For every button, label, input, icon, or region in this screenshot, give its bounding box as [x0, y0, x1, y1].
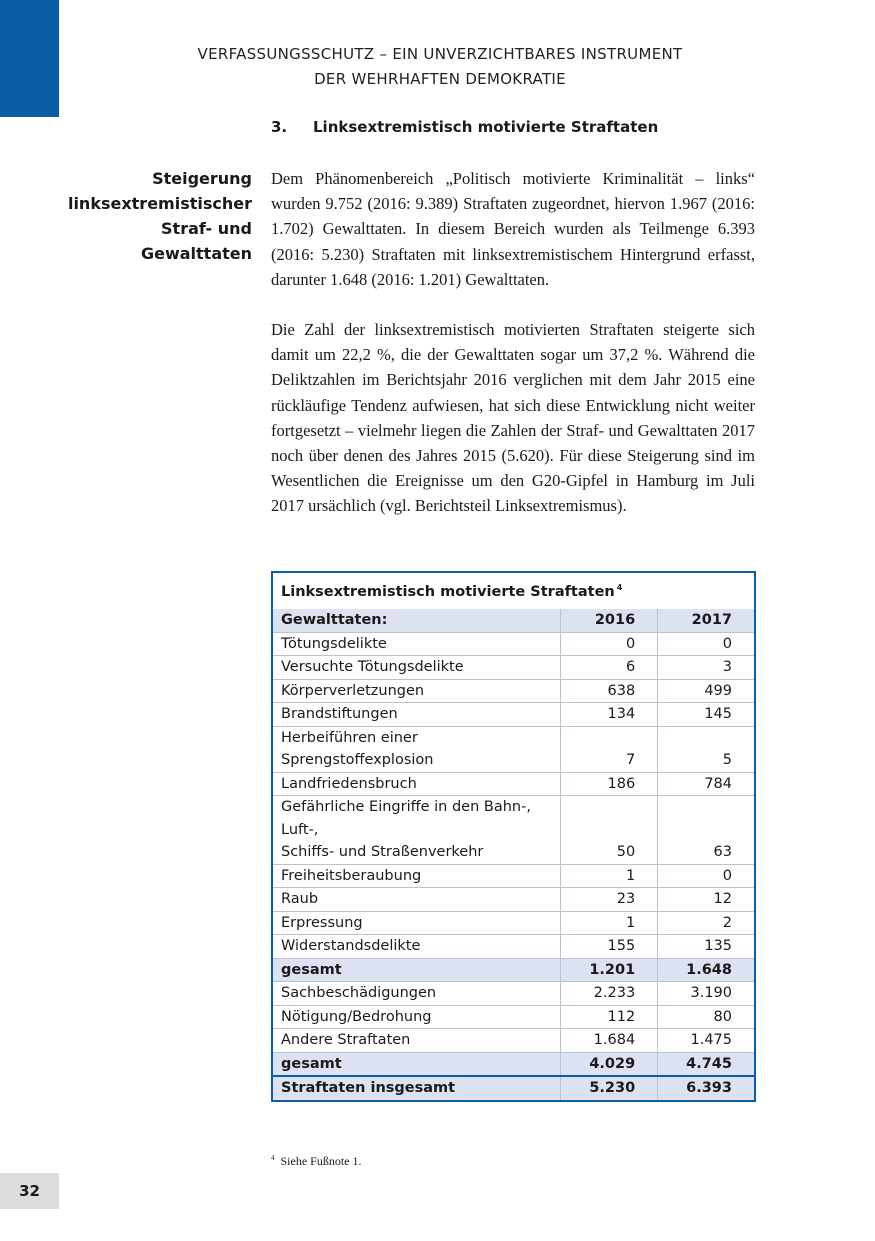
header-year-2017: 2017 — [658, 609, 754, 632]
value-2017: 0 — [658, 632, 754, 656]
value-2016: 5.230 — [561, 1076, 658, 1100]
value-2017: 80 — [658, 1005, 754, 1029]
value-2017: 3.190 — [658, 982, 754, 1006]
value-2016: 1 — [561, 864, 658, 888]
page-number: 32 — [0, 1173, 59, 1209]
table-title-text: Linksextremistisch motivierte Straftaten — [281, 584, 615, 600]
value-2017: 499 — [658, 679, 754, 703]
footnote — [271, 1154, 362, 1169]
footnote-mark: 4 — [271, 1154, 275, 1162]
value-2017: 63 — [658, 796, 754, 865]
table-header-row — [273, 609, 754, 632]
header-year-2016: 2016 — [561, 609, 658, 632]
value-2017: 3 — [658, 656, 754, 680]
margin-note — [60, 166, 252, 266]
margin-note-line: Gewalttaten — [140, 244, 252, 263]
row-label: gesamt — [273, 958, 561, 982]
value-2017: 135 — [658, 935, 754, 959]
value-2016: 2.233 — [561, 982, 658, 1006]
value-2016: 134 — [561, 703, 658, 727]
row-label: Raub — [273, 888, 561, 912]
table-row — [273, 935, 754, 959]
table-row — [273, 982, 754, 1006]
value-2016: 112 — [561, 1005, 658, 1029]
row-label: Versuchte Tötungsdelikte — [273, 656, 561, 680]
section-heading — [271, 118, 658, 136]
grand-total-row — [273, 1076, 754, 1100]
running-header-line2: DER WEHRHAFTEN DEMOKRATIE — [314, 70, 566, 88]
row-label-line: Gefährliche Eingriffe in den Bahn-, Luft-, — [281, 799, 531, 838]
value-2016: 0 — [561, 632, 658, 656]
value-2016: 6 — [561, 656, 658, 680]
section-number: 3. — [271, 118, 288, 136]
table-row — [273, 796, 754, 865]
value-2016: 155 — [561, 935, 658, 959]
table-row — [273, 772, 754, 796]
row-label: gesamt — [273, 1052, 561, 1076]
margin-note-line: Straf- und — [161, 219, 252, 238]
row-label-line: Schiffs- und Straßenverkehr — [281, 844, 484, 860]
row-label: Herbeiführen einer Sprengstoffexplosion — [273, 726, 561, 772]
table-row — [273, 1029, 754, 1053]
table-row — [273, 632, 754, 656]
value-2016: 1.684 — [561, 1029, 658, 1053]
subtotal-row — [273, 1052, 754, 1076]
running-header-line1: VERFASSUNGSSCHUTZ – EIN UNVERZICHTBARES INSTRUMENT — [197, 45, 683, 63]
row-label — [273, 796, 561, 865]
value-2017: 12 — [658, 888, 754, 912]
header-label: Gewalttaten: — [273, 609, 561, 632]
value-2017: 4.745 — [658, 1052, 754, 1076]
chapter-color-tab — [0, 0, 59, 117]
footnote-text: Siehe Fußnote 1. — [280, 1154, 362, 1168]
value-2017: 1.648 — [658, 958, 754, 982]
table-row — [273, 888, 754, 912]
table-row — [273, 656, 754, 680]
value-2017: 0 — [658, 864, 754, 888]
value-2016: 23 — [561, 888, 658, 912]
row-label: Brandstiftungen — [273, 703, 561, 727]
row-label: Sachbeschädigungen — [273, 982, 561, 1006]
value-2017: 5 — [658, 726, 754, 772]
row-label: Widerstandsdelikte — [273, 935, 561, 959]
row-label: Freiheitsberaubung — [273, 864, 561, 888]
margin-note-line: linksextremistischer — [67, 194, 252, 213]
table-row — [273, 679, 754, 703]
table-row — [273, 911, 754, 935]
row-label: Straftaten insgesamt — [273, 1076, 561, 1100]
margin-note-line: Steigerung — [152, 169, 252, 188]
row-label: Tötungsdelikte — [273, 632, 561, 656]
running-header — [180, 42, 700, 92]
row-label: Nötigung/Bedrohung — [273, 1005, 561, 1029]
value-2017: 784 — [658, 772, 754, 796]
value-2016: 7 — [561, 726, 658, 772]
table-row — [273, 703, 754, 727]
value-2016: 638 — [561, 679, 658, 703]
body-paragraph-2: Die Zahl der linksextremistisch motivierten Straftaten steigerte sich damit um 22,2 %, die der Gewalttaten sogar um 37,2 %. Während die Deliktzahlen im Berichtsjahr 2016 verglichen mit dem Jahr 2015 eine rückläufige Tendenz aufwiesen, hat sich diese Entwicklung nicht weiter fortgesetzt – vielmehr liegen die Zahlen der Straf- und Gewalttaten 2017 noch über denen des Jahres 2015 (5.620). Für diese Steigerung sind im Wesentlichen die Ereignisse um den G20-Gipfel in Hamburg im Juli 2017 ursächlich (vgl. Berichtsteil Linksextremismus). — [271, 320, 755, 516]
value-2016: 1.201 — [561, 958, 658, 982]
value-2016: 4.029 — [561, 1052, 658, 1076]
row-label: Landfriedensbruch — [273, 772, 561, 796]
table-row — [273, 726, 754, 772]
table-row — [273, 864, 754, 888]
subtotal-row — [273, 958, 754, 982]
section-title: Linksextremistisch motivierte Straftaten — [313, 118, 659, 136]
value-2017: 1.475 — [658, 1029, 754, 1053]
table-row — [273, 1005, 754, 1029]
row-label: Andere Straftaten — [273, 1029, 561, 1053]
value-2017: 145 — [658, 703, 754, 727]
row-label: Körperverletzungen — [273, 679, 561, 703]
value-2017: 2 — [658, 911, 754, 935]
body-paragraph-1: Dem Phänomenbereich „Politisch motivierte Kriminalität – links“ wurden 9.752 (2016: 9.389) Straftaten zugeordnet, hiervon 1.967 (2016: 1.702) Gewalttaten. In diesem Bereich wurden als Teilmenge 6.393 (2016: 5.230) Straftaten mit linksextremistischem Hintergrund erfasst, darunter 1.648 (2016: 1.201) Gewalttaten. — [271, 169, 755, 289]
table-grid — [273, 609, 754, 1100]
statistics-table — [271, 571, 756, 1102]
value-2017: 6.393 — [658, 1076, 754, 1100]
value-2016: 1 — [561, 911, 658, 935]
table-footnote-mark: 4 — [616, 583, 623, 592]
value-2016: 50 — [561, 796, 658, 865]
table-title — [273, 573, 754, 609]
row-label: Erpressung — [273, 911, 561, 935]
value-2016: 186 — [561, 772, 658, 796]
